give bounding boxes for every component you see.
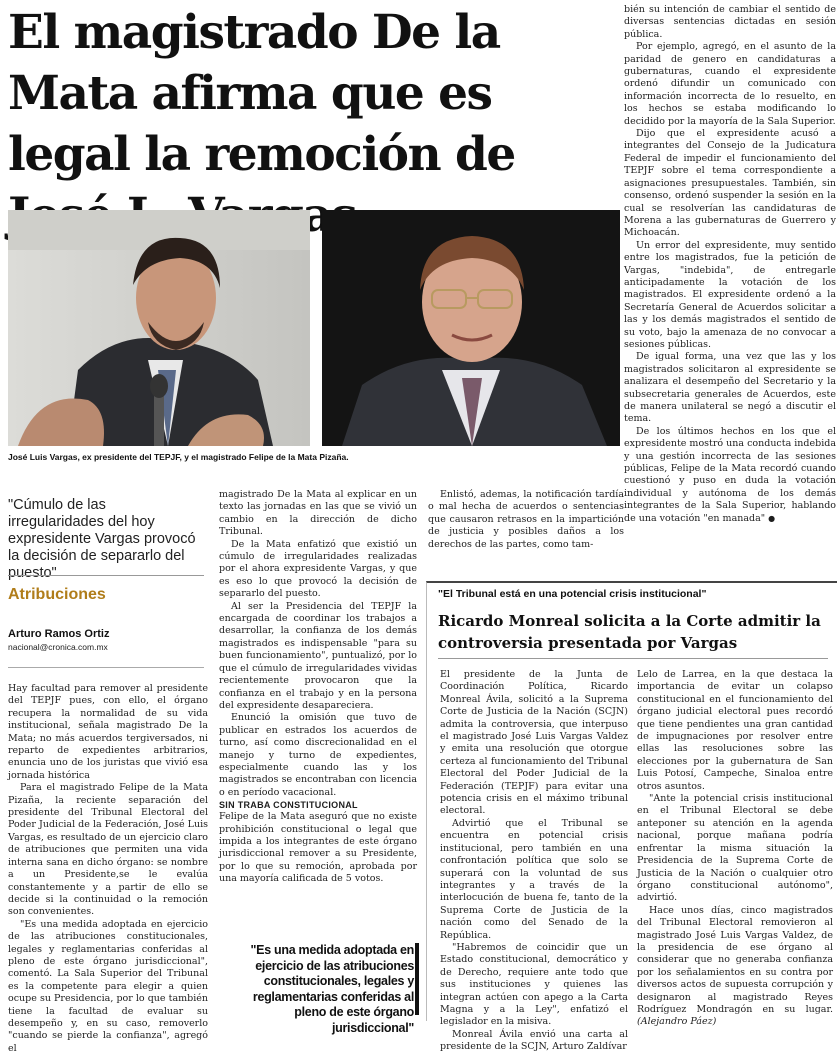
photo-felipe-de-la-mata <box>8 210 310 446</box>
byline: (Alejandro Páez) <box>637 1016 717 1028</box>
lead-paragraph: Hay facultad para remover al presidente del TEPJF pues, con ello, el órgano recupera la normalidad de su vida institucional, señala magistrado De la Mata; no más acuerdos tergiversados, ni reparto de expedientes arbitrarios, enuncia uno de los juristas que vivió esa jornada histórica <box>8 683 208 781</box>
photo-right-illustration <box>322 210 620 446</box>
paragraph: "Es una medida adoptada en ejercicio de las atribuciones constitucionales, legales y reglamentarias conferidas al pleno de este órgano jurisdiccional", comentó. La Sala Superior del Tribunal es la competente para elegir a quien ocupe su Presidencia, por lo que también tiene la facultad de evaluar su desempeño y, en su caso, removerlo "cuando se pierde la confianza", agregó el <box>8 918 208 1054</box>
paragraph: Monreal Ávila envió una carta al presidente de la SCJN, Arturo Zaldívar <box>440 1028 628 1053</box>
photo-caption: José Luis Vargas, ex presidente del TEPJF, y el magistrado Felipe de la Mata Pizaña. <box>8 452 349 462</box>
paragraph: Dijo que el expresidente acusó a integrantes del Consejo de la Judicatura Federal de impedir el funcionamiento del TEPJF sobre el tema correspondiente a asignaciones presupuestales. También, sin consenso, ordenó suspender la sesión en la cual se resolverían las candidaturas de Morena a las gubernaturas de Guerrero y Michoacán. <box>624 128 836 239</box>
paragraph: Lelo de Larrea, en la que destaca la importancia de evitar un colapso constitucional en el funcionamiento del órgano judicial electoral pues recordó que tiene pendientes una gran cantidad de impugnaciones por resolver entre ellas las resoluciones sobre las elecciones por la gubernatura de San Luis Potosí, Campeche, Sinaloa entre otros asuntos. <box>637 669 833 792</box>
paragraph: "Ante la potencial crisis institucional en el Tribunal Electoral se debe anteponer su atención en la agenda nacional, porque mañana podría enfrentar la misma situación la Presidencia de la Suprema Corte de Justicia de la Nación o cualquier otro órgano constitucional autónomo", advirtió. <box>637 793 833 904</box>
divider <box>8 575 204 576</box>
paragraph <box>637 905 833 1029</box>
headline: El magistrado De la Mata afirma que es legal la remoción de <box>8 5 515 182</box>
box-title: Ricardo Monreal solicita a la Corte admitir la controversia presentada por Vargas <box>438 612 821 652</box>
article-column-2 <box>219 489 417 886</box>
author-name: Arturo Ramos Ortiz <box>8 628 110 640</box>
paragraph: El presidente de la Junta de Coordinación Política, Ricardo Monreal Ávila, solicitó a la Suprema Corte de Justicia de la Nación (SCJN) admita la controversia, que interpuso el magistrado José Luis Vargas Valdez y emita una resolución que otorgue certeza al funcionamiento del Tribunal Electoral del Poder Judicial de la Federación (TEPJF) para evitar una potencia crisis en el máximo tribunal electoral. <box>440 669 628 817</box>
photo-left-illustration <box>8 210 310 446</box>
paragraph: Un error del expresidente, muy sentido entre los magistrados, fue la petición de Vargas, "indebida", de entregarle anticipadamente la votación de los magistrados. El expresidente ordenó a la Secretaría General de Acuerdos solicitar a las y los demás magistrados el sentido de su voto, bajo la amenaza de no convocar a sesiones públicas. <box>624 239 836 350</box>
article-column-1 <box>8 683 208 1055</box>
paragraph: De la Mata enfatizó que existió un cúmulo de irregularidades realizadas por el ahora expresidente Vargas, y que es eso lo que provocó la decisión de separarlo del puesto. <box>219 538 417 600</box>
paragraph-text: Hace unos días, cinco magistrados del Tribunal Electoral removieron al magistrado José Luis Vargas Valdez, de la presidencia de ese órgano al considerar que no generaba confianza por los señalamientos en su contra por diversos actos de supuesta corrupción y designaron al magistrado Reyes Rodríguez Mondragón en su lugar. <box>637 904 833 1015</box>
paragraph-text: De los últimos hechos en los que el expresidente mostró una conducta indebida y una gestión incorrecta de las sesiones públicas, Felipe de la Mata recordó cuando cuestionó y puso en duda la votación individual y autónoma de los demás integrantes de la Sala Superior, hablando de una votación "en manada" <box>624 425 836 524</box>
box-kicker: "El Tribunal está en una potencial crisis institucional" <box>438 588 707 600</box>
paragraph: "Habremos de coincidir que un Estado constitucional, democrático y de Derecho, requiere ante todo que sus instituciones y quienes las integran actúen con apego a la Carta Magna y a la Ley", enfatizó el legislador en la misiva. <box>440 941 628 1028</box>
paragraph: Felipe de la Mata aseguró que no existe prohibición constitucional o legal que impida a los integrantes de este órgano jurisdiccional remover a su Presidente, por lo que su remoción, aprobada por una mayoría calificada de 5 votos. <box>219 811 417 885</box>
paragraph: bién su intención de cambiar el sentido de diversas sentencias dictadas en sesión pública. <box>624 4 836 40</box>
paragraph: Advirtió que el Tribunal se encuentra en potencial crisis institucional, pero también en una confrontación política que solo se superará con la voluntad de sus integrantes y a través de la interlocución de buena fe, tanto de la Suprema Corte de Justicia de la nación como del Senado de la República. <box>440 817 628 941</box>
author-email: nacional@cronica.com.mx <box>8 642 108 652</box>
pull-quote-left: "Cúmulo de las irregularidades del hoy expresidente Vargas provocó la decisión de separarlo del puesto" <box>8 497 196 581</box>
right-column-text <box>624 4 836 525</box>
quote-bar <box>415 943 419 1015</box>
paragraph: Enunció la omisión que tuvo de publicar en estrados los acuerdos de turno, así como discrecionalidad en el manejo y turno de expedientes, especialmente cuando las y los magistrados se encontraban con licencia o en período vacacional. <box>219 712 417 798</box>
paragraph: Enlistó, ademas, la notificación tardía o mal hecha de acuerdos o sentencias que causaron retrasos en la impartición de justicia y posibles daños a los derechos de las partes, como tam- <box>428 489 624 550</box>
paragraph <box>624 426 836 525</box>
article-column-3 <box>428 489 624 551</box>
divider <box>438 658 828 659</box>
subhead: SIN TRABA CONSTITUCIONAL <box>219 800 358 811</box>
paragraph: De igual forma, una vez que las y los magistrados solicitaron al expresidente se analizara el desempeño del Secretario y la subsecretaria generales de Acuerdos, este de manera unilateral se negó a discutir el tema. <box>624 351 836 425</box>
paragraph: Por ejemplo, agregó, en el asunto de la paridad de genero en candidaturas a gubernaturas, cuando el expresidente ordenó difundir un comunicado con información incorrecta de lo resuelto, en los hechos se estaba modificando lo decidido por la mayoría de la Sala Superior. <box>624 41 836 127</box>
section-title: Atribuciones <box>8 586 106 603</box>
end-mark: ● <box>768 513 776 523</box>
pull-quote-center: "Es una medida adoptada en ejercicio de las atribuciones constitucionales, legales y reglamentarias conferidas al pleno de este órgano jurisdiccional" <box>250 943 414 1035</box>
photo-jose-luis-vargas <box>322 210 620 446</box>
paragraph: Al ser la Presidencia del TEPJF la encargada de coordinar los trabajos a desarrollar, la confianza de los demás magistrados es indispensable "para su buen funcionamiento", puntualizó, por lo que el cúmulo de irregularidades vividas recientemente provocaron que la confianza en el trabajo y en la persona del expresidente desapareciera. <box>219 600 417 711</box>
paragraph: Para el magistrado Felipe de la Mata Pizaña, la reciente separación del presidente del Tribunal Electoral del Poder Judicial de la Federación, José Luis Vargas, es resultado de un ejercicio claro de atribuciones que permiten una vida interna sana en dicho órgano: se nombre a un Presidente,se le evalúa constantemente y a partir de ello se decide si la continuidad o la remoción son convenientes. <box>8 782 208 918</box>
divider <box>8 667 204 668</box>
box-column-1 <box>440 669 628 1054</box>
paragraph: magistrado De la Mata al explicar en un texto las jornadas en las que se vivió un cambio en la dirección de dicho Tribunal. <box>219 489 417 538</box>
box-column-2 <box>637 669 833 1029</box>
